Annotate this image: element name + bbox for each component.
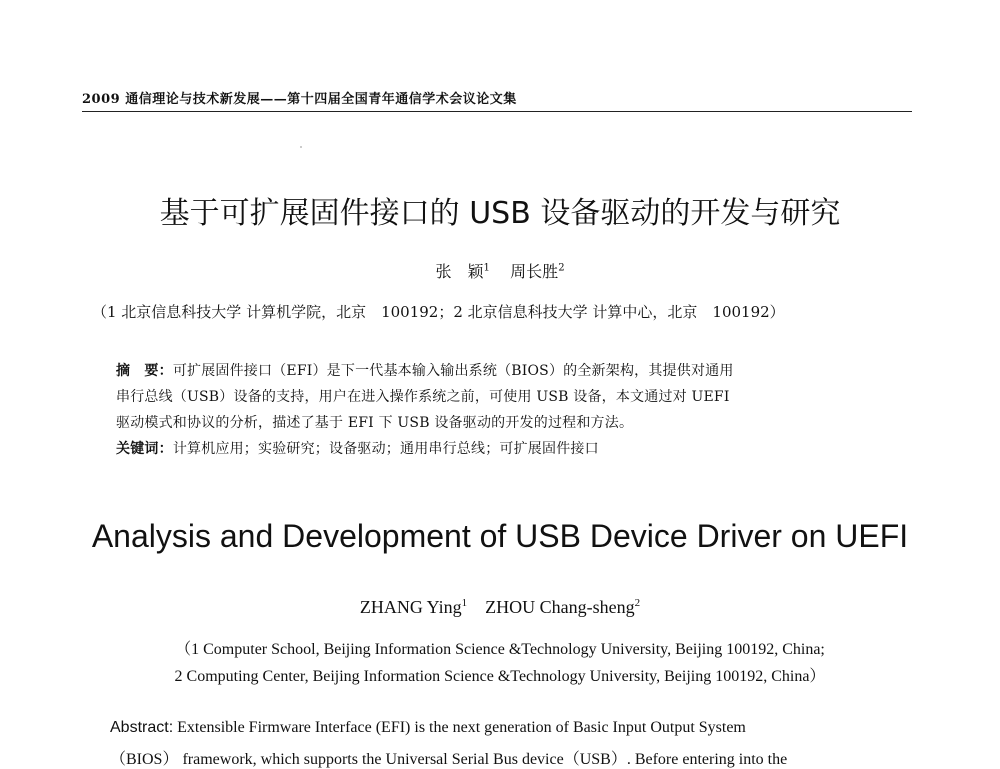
english-abstract-label: Abstract: — [110, 719, 174, 736]
chinese-abstract-label: 摘 要： — [116, 363, 173, 379]
running-header: 2009 通信理论与技术新发展——第十四届全国青年通信学术会议论文集 — [82, 88, 912, 112]
english-authors — [0, 597, 1000, 618]
english-affiliation-line-2: 2 Computing Center, Beijing Information Science &Technology University, Beijing 100192, China） — [174, 668, 826, 685]
chinese-title: 基于可扩展固件接口的 USB 设备驱动的开发与研究 — [159, 196, 841, 231]
chinese-author-1: 张 颖 — [435, 262, 484, 281]
english-author-1: ZHANG Ying — [359, 597, 462, 617]
chinese-author-2: 周长胜 — [510, 262, 559, 281]
scan-speck — [300, 146, 302, 148]
chinese-abstract-text: 可扩展固件接口（EFI）是下一代基本输入输出系统（BIOS）的全新架构，其提供对通用 — [172, 363, 734, 379]
english-abstract-line-1 — [110, 719, 895, 737]
chinese-abstract-line-2: 串行总线（USB）设备的支持，用户在进入操作系统之前，可使用 USB 设备，本文通过对 UEFI — [116, 389, 730, 405]
chinese-abstract-line-1 — [116, 360, 886, 380]
chinese-affiliation: （1 北京信息科技大学 计算机学院，北京 100192；2 北京信息科技大学 计算中心，北京 100192） — [92, 303, 785, 321]
english-author-1-affil-mark: 1 — [461, 597, 468, 609]
chinese-keywords-label: 关键词： — [116, 441, 173, 457]
english-abstract-text: Extensible Firmware Interface (EFI) is the next generation of Basic Input Output System — [173, 719, 746, 736]
author-2-affil-mark: 2 — [558, 262, 565, 274]
english-affiliation-line-1: （1 Computer School, Beijing Information Science &Technology University, Beijing 100192, China; — [175, 641, 825, 658]
chinese-keywords-text: 计算机应用；实验研究；设备驱动；通用串行总线；可扩展固件接口 — [172, 441, 599, 457]
english-title: Analysis and Development of USB Device Driver on UEFI — [91, 518, 909, 554]
chinese-abstract-line-3: 驱动模式和协议的分析，描述了基于 EFI 下 USB 设备驱动的开发的过程和方法。 — [116, 415, 634, 431]
english-author-2-affil-mark: 2 — [634, 597, 641, 609]
english-author-2: ZHOU Chang-sheng — [485, 597, 635, 617]
english-abstract-line-2: （BIOS） framework, which supports the Universal Serial Bus device（USB）. Before entering into the — [110, 751, 788, 768]
chinese-keywords — [116, 438, 886, 458]
chinese-authors — [0, 259, 1000, 282]
author-1-affil-mark: 1 — [483, 262, 490, 274]
